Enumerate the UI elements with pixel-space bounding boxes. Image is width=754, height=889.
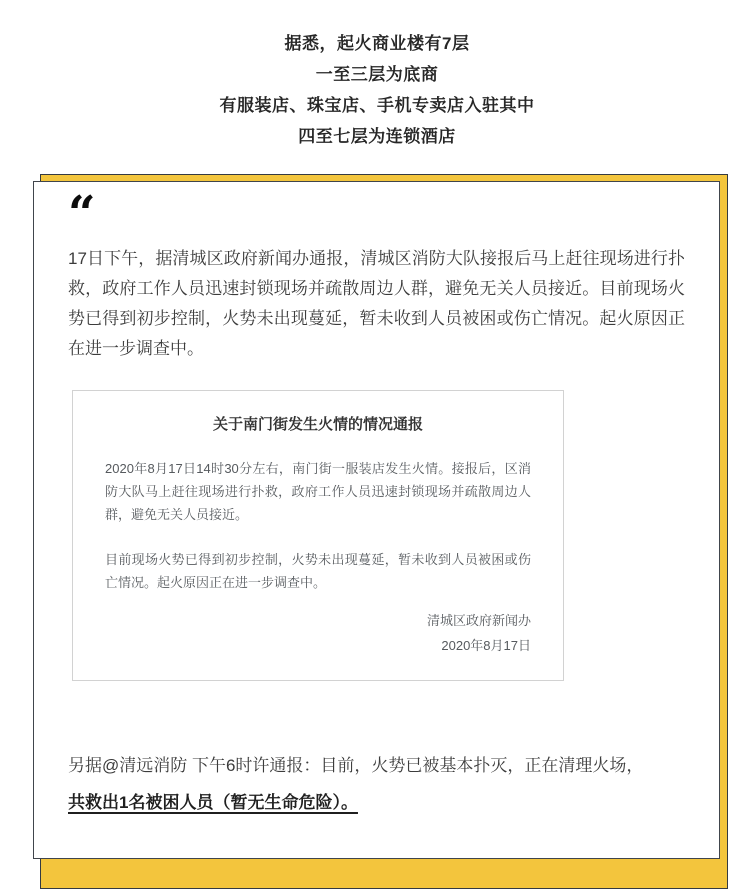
footer-update — [68, 751, 685, 818]
official-notice-box — [72, 390, 564, 681]
headline-block — [0, 0, 754, 152]
notice-paragraph: 2020年8月17日14时30分左右，南门街一服装店发生火情。接报后，区消防大队马上赶往现场进行扑救，政府工作人员迅速封锁现场并疏散周边人群，避免无关人员接近。 — [105, 461, 531, 522]
notice-signature-date: 2020年8月17日 — [441, 638, 531, 653]
footer-update-regular: 另据@清远消防 下午6时许通报：目前，火势已被基本扑灭，正在清理火场， — [68, 756, 644, 775]
open-quote-icon: “ — [68, 186, 96, 242]
quote-section — [33, 181, 720, 859]
notice-signature-org: 清城区政府新闻办 — [426, 613, 531, 628]
headline-line: 四至七层为连锁酒店 — [298, 127, 456, 146]
notice-paragraph: 目前现场火势已得到初步控制，火势未出现蔓延，暂未收到人员被困或伤亡情况。起火原因正在进一步调查中。 — [105, 552, 531, 590]
notice-signature — [105, 608, 531, 658]
headline-line: 一至三层为底商 — [315, 65, 439, 84]
lead-paragraph: 17日下午，据清城区政府新闻办通报，清城区消防大队接报后马上赶往现场进行扑救，政府工作人员迅速封锁现场并疏散周边人群，避免无关人员接近。目前现场火势已得到初步控制，火势未出现蔓延，暂未收到人员被困或伤亡情况。起火原因正在进一步调查中。 — [68, 249, 685, 358]
quote-card — [33, 181, 720, 859]
headline-line: 据悉，起火商业楼有7层 — [284, 34, 470, 53]
footer-update-bold: 共救出1名被困人员（暂无生命危险）。 — [68, 793, 358, 812]
notice-title: 关于南门街发生火情的情况通报 — [212, 416, 423, 433]
headline-line: 有服装店、珠宝店、手机专卖店入驻其中 — [219, 96, 535, 115]
